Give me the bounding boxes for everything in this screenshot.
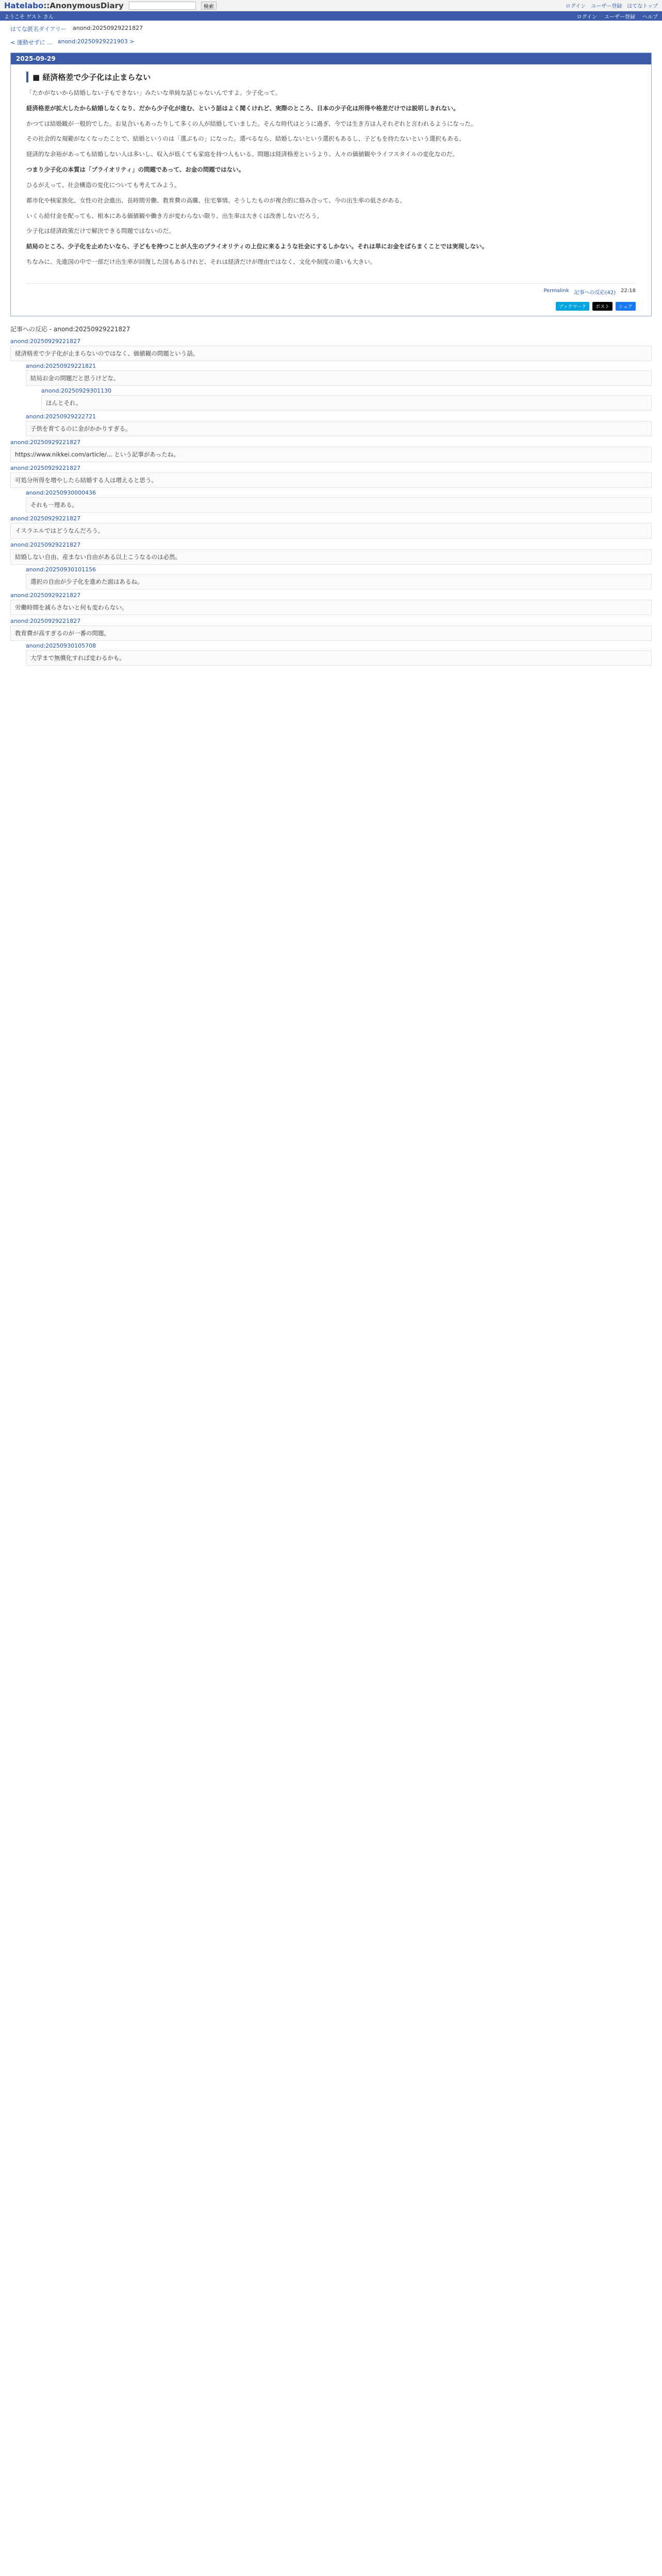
comment-author-link[interactable]: anond:20250929221827 [10, 337, 81, 345]
comment-meta [26, 363, 652, 369]
comment-body: それも一理ある。 [26, 497, 652, 513]
user-bar [0, 11, 662, 21]
comment-author-link[interactable]: anond:20250929222721 [26, 413, 96, 420]
userbar-login-link[interactable]: ログイン [576, 14, 597, 20]
comment-author-link[interactable]: anond:20250930000436 [26, 489, 96, 497]
comment [26, 566, 652, 589]
prev-entry-link[interactable]: < 運動せずに ... [10, 39, 53, 46]
comment-meta [26, 642, 652, 649]
comment-author-link[interactable]: anond:20250929221827 [10, 515, 81, 522]
search-button[interactable]: 検索 [201, 2, 217, 10]
global-header-bar [0, 0, 662, 11]
comment-replies [10, 642, 652, 666]
hatena-top-link[interactable]: はてなトップ [627, 4, 658, 9]
next-entry-link[interactable]: anond:20250929221903 > [57, 38, 135, 45]
login-link[interactable]: ログイン [565, 4, 586, 9]
comment-meta [26, 413, 652, 420]
search-input[interactable] [129, 2, 196, 10]
welcome-text: ようこそ ゲスト さん [4, 14, 54, 20]
logo-sub: ::AnonymousDiary [43, 1, 124, 10]
comment [10, 541, 652, 589]
entry-paragraph: ひるがえって、社会構造の変化についても考えてみよう。 [26, 181, 180, 189]
entry-paragraph: いくら給付金を配っても、根本にある価値観や働き方が変わらない限り、出生率は大きくは改善しないだろう。 [26, 212, 323, 219]
share-buttons [11, 302, 651, 316]
comment [10, 338, 652, 436]
user-links [577, 12, 658, 20]
entry-paragraph: 結局のところ、少子化を止めたいなら、子どもを持つことが人生のプライオリティの上位に来るような社会にするしかない。それは単にお金をばらまくことでは実現しない。 [26, 243, 488, 250]
comment-meta [10, 592, 652, 599]
comment-meta [26, 566, 652, 573]
comment [41, 387, 652, 411]
entry-paragraph: ちなみに、先進国の中で一部だけ出生率が回復した国もあるけれど、それは経済だけが理由ではなく、文化や制度の違いも大きい。 [26, 258, 376, 265]
comment-meta [41, 387, 652, 394]
entry-article [11, 64, 651, 278]
comment-body: 選択の自由が少子化を進めた面はあるね。 [26, 574, 652, 589]
comment-body: 大学まで無償化すれば変わるかも。 [26, 650, 652, 666]
comment-body: 結婚しない自由、産まない自由がある以上こうなるのは必然。 [10, 549, 652, 565]
entry-paragraph: かつては結婚観が一般的でした。お見合いもあったりして多くの人が結婚していました。そんな時代はとうに過ぎ、今では生き方は人それぞれと言われるようになった。 [26, 120, 477, 127]
entry-title: ■ 経済格差で少子化は止まらない [26, 72, 636, 82]
entry-container [10, 53, 652, 316]
comments-title: 記事への反応 - anond:20250929221827 [10, 325, 130, 333]
comment-body: 労働時間を減らさないと何も変わらない。 [10, 600, 652, 615]
userbar-signup-link[interactable]: ユーザー登録 [604, 14, 635, 20]
reactions-link[interactable]: 記事への反応(42) [574, 290, 616, 296]
post-button[interactable]: ポスト [592, 302, 613, 311]
entry-paragraph: 経済格差が拡大したから結婚しなくなり、だから少子化が進む、という話はよく聞くけれど、実際のところ、日本の少子化は所得や格差だけでは説明しきれない。 [26, 104, 459, 112]
comment-replies [10, 566, 652, 589]
global-links [566, 2, 658, 9]
entry-paragraph: 少子化は経済政策だけで解決できる問題ではないのだ。 [26, 227, 175, 235]
current-entry-id: anond:20250929221827 [73, 25, 143, 31]
comment-replies [10, 363, 652, 436]
breadcrumb [0, 21, 662, 34]
comment-replies [10, 489, 652, 513]
entry-paragraph: 経済的な余裕があっても結婚しない人は多いし、収入が低くても家庭を持つ人もいる。問題は経済格差というより、人々の価値観やライフスタイルの変化なのだ。 [26, 150, 458, 158]
comment-meta [10, 338, 652, 345]
entry-paragraph: 都市化や核家族化、女性の社会進出、長時間労働、教育費の高騰、住宅事情。そうしたものが複合的に絡み合って、今の出生率の低さがある。 [26, 196, 406, 204]
comment-author-link[interactable]: anond:20250929221821 [26, 362, 96, 369]
comment-replies [26, 387, 652, 411]
comment-body: ほんとそれ。 [41, 395, 652, 411]
entry-time: 22:18 [621, 287, 636, 294]
comment-body: 子供を育てるのに金がかかりすぎる。 [26, 421, 652, 436]
comment-author-link[interactable]: anond:20250929221827 [10, 617, 81, 624]
comment [10, 618, 652, 666]
comment-author-link[interactable]: anond:20250930101156 [26, 566, 96, 573]
permalink[interactable]: Permalink [543, 287, 569, 294]
entry-nav [0, 34, 662, 50]
comment [10, 439, 652, 462]
comment-author-link[interactable]: anond:20250929221827 [10, 465, 81, 472]
comment-body: 経済格差で少子化が止まらないのではなく、価値観の問題という話。 [10, 346, 652, 361]
comment [10, 465, 652, 513]
comment-body: 可処分所得を増やしたら結婚する人は増えると思う。 [10, 472, 652, 488]
comment-meta [10, 618, 652, 624]
help-link[interactable]: ヘルプ [642, 14, 658, 20]
comment [26, 489, 652, 513]
comment-meta [10, 439, 652, 446]
comment-meta [26, 489, 652, 496]
comment [10, 592, 652, 615]
entry-date: 2025-09-29 [11, 53, 651, 64]
comment-body: イスラエルではどうなんだろう。 [10, 523, 652, 538]
entry-paragraph: 「たかがないから結婚しない子もできない」みたいな単純な話じゃないんですよ。少子化って。 [26, 89, 282, 96]
comment-thread [0, 338, 662, 666]
comment-body: 教育費が高すぎるのが一番の問題。 [10, 625, 652, 641]
comment-meta [10, 541, 652, 548]
comment-body: https://www.nikkei.com/article/... という記事があったね。 [10, 447, 652, 462]
diary-home-link[interactable]: はてな匿名ダイアリー [10, 26, 67, 32]
entry-footer [26, 283, 636, 302]
comment-author-link[interactable]: anond:20250929221827 [10, 591, 81, 599]
entry-paragraph: その社会的な規範がなくなったことで、結婚というのは「選ぶもの」になった。選べるなら、結婚しないという選択もあるし、子どもを持たないという選択もある。 [26, 135, 465, 143]
share-button[interactable]: シェア [616, 302, 636, 311]
entry-paragraph: つまり少子化の本質は「プライオリティ」の問題であって、お金の問題ではない。 [26, 166, 245, 174]
comment-author-link[interactable]: anond:20250929301130 [41, 387, 112, 394]
comment [26, 642, 652, 666]
comment-author-link[interactable]: anond:20250930105708 [26, 642, 96, 649]
comment-meta [10, 465, 652, 471]
bookmark-button[interactable]: ブックマーク [556, 302, 589, 311]
logo-main: Hatelabo [4, 1, 44, 10]
comment [26, 363, 652, 411]
comment-author-link[interactable]: anond:20250929221827 [10, 541, 81, 548]
signup-link[interactable]: ユーザー登録 [591, 4, 622, 9]
comment [26, 413, 652, 436]
comment-body: 結局お金の問題だと思うけどな。 [26, 370, 652, 386]
comment-meta [10, 515, 652, 522]
site-logo[interactable] [4, 1, 124, 10]
comment-author-link[interactable]: anond:20250929221827 [10, 439, 81, 446]
comment [10, 515, 652, 538]
